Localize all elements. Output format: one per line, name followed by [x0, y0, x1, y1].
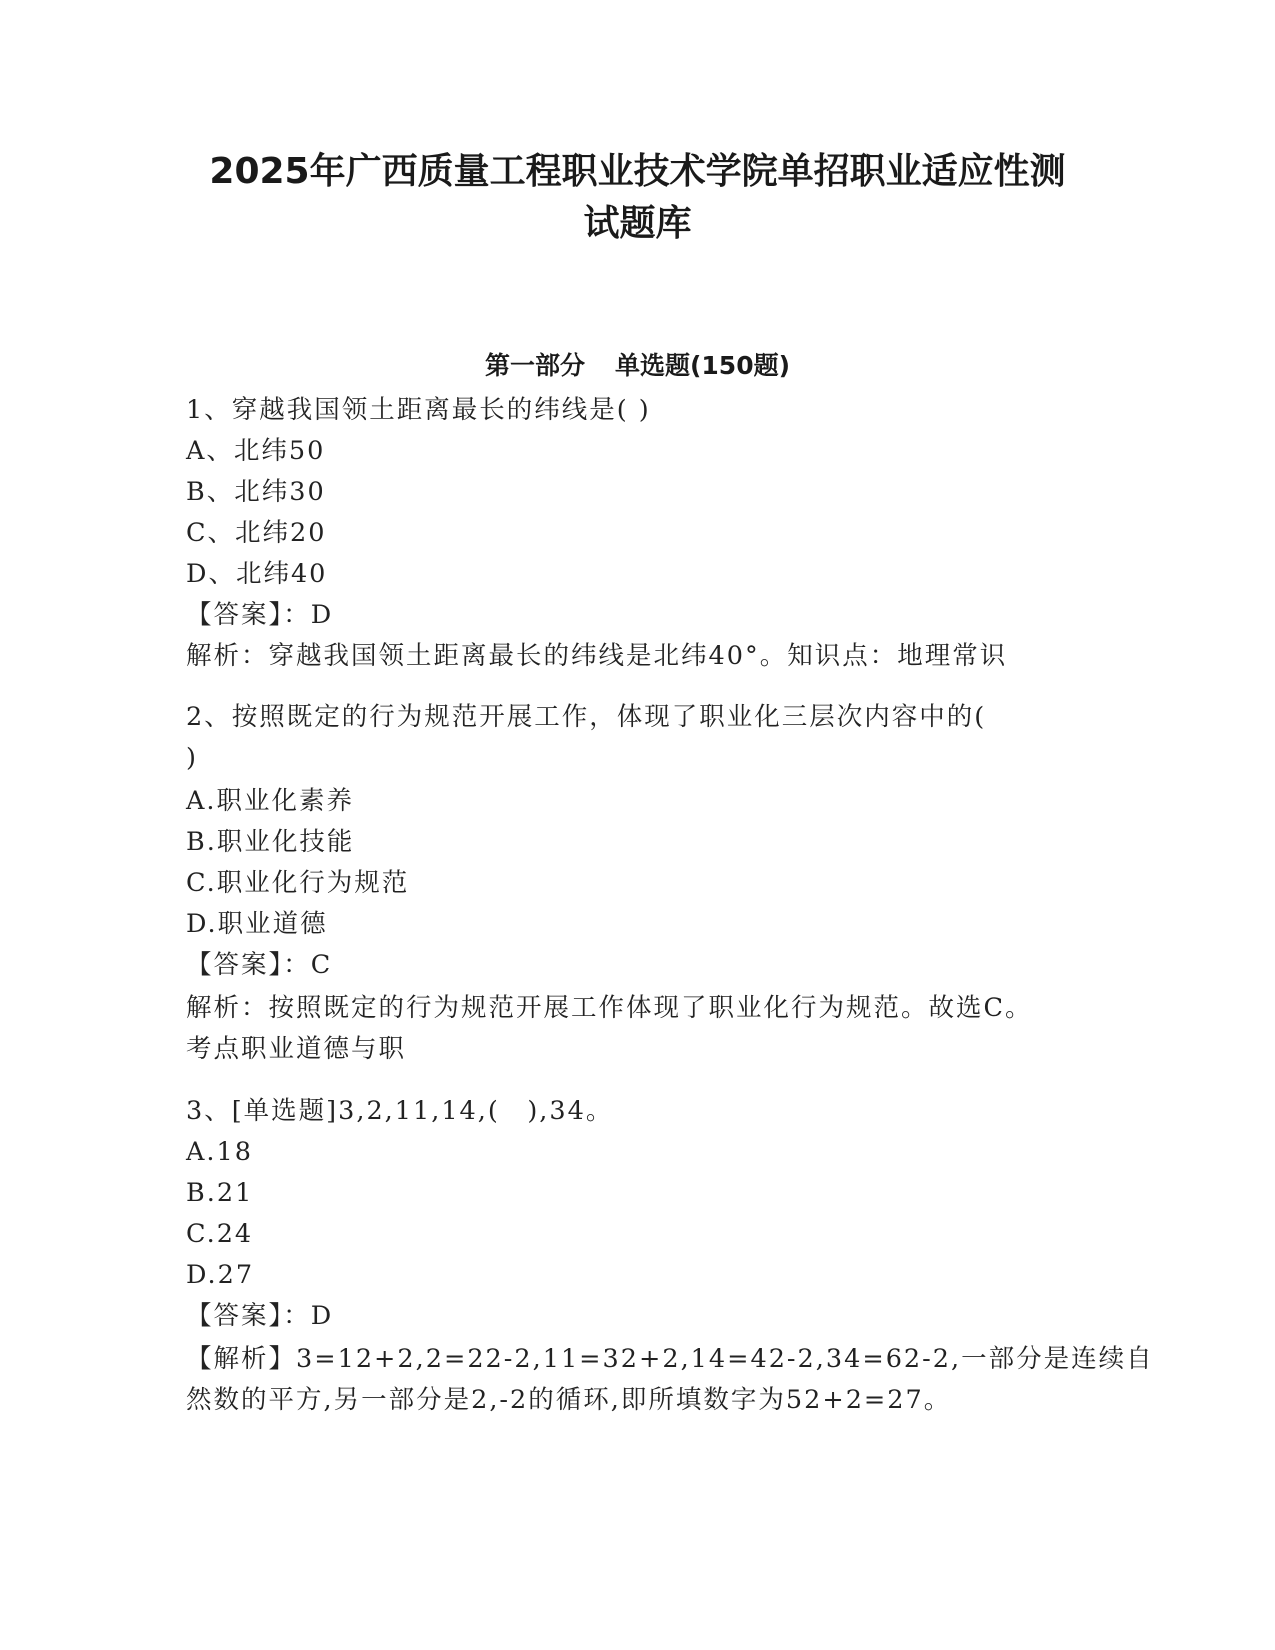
- question-2-option-b: B.职业化技能: [186, 827, 355, 857]
- section-heading: [150, 348, 1125, 384]
- question-2-explanation-continued: 考点职业道德与职: [186, 1034, 407, 1064]
- question-3-answer: 【答案】：D: [186, 1301, 334, 1331]
- title-line-1: 2025年广西质量工程职业技术学院单招职业适应性测: [209, 151, 1066, 192]
- question-2-explanation: 解析：按照既定的行为规范开展工作体现了职业化行为规范。故选C。: [186, 993, 1033, 1023]
- question-1-explanation: 解析：穿越我国领土距离最长的纬线是北纬40°。知识点：地理常识: [186, 641, 1008, 671]
- question-3-explanation: 【解析】3=12+2,2=22-2,11=32+2,14=42-2,34=62-2,一部分是连续自: [186, 1344, 1154, 1374]
- section-name: 单选题(150题): [614, 351, 791, 380]
- question-3-option-d: D.27: [186, 1260, 255, 1290]
- question-2-option-d: D.职业道德: [186, 909, 328, 939]
- document-title: [150, 146, 1125, 250]
- question-1-stem: 1、穿越我国领土距离最长的纬线是( ): [186, 395, 651, 425]
- question-2-option-c: C.职业化行为规范: [186, 868, 410, 898]
- question-1-option-d: D、北纬40: [186, 559, 328, 589]
- section-part: 第一部分: [484, 351, 585, 380]
- question-3-stem: 3、[单选题]3,2,11,14,( ),34。: [186, 1096, 614, 1126]
- question-3-option-a: A.18: [186, 1137, 253, 1167]
- question-2-answer: 【答案】：C: [186, 950, 333, 980]
- question-3-option-c: C.24: [186, 1219, 254, 1249]
- question-2-stem-continued: ): [186, 743, 198, 773]
- question-2-option-a: A.职业化素养: [186, 786, 355, 816]
- question-3-explanation-continued: 然数的平方,另一部分是2,-2的循环,即所填数字为52+2=27。: [186, 1385, 952, 1415]
- question-1-option-b: B、北纬30: [186, 477, 326, 507]
- question-1-answer: 【答案】：D: [186, 600, 334, 630]
- question-1-option-a: A、北纬50: [186, 436, 326, 466]
- question-2-stem: 2、按照既定的行为规范开展工作，体现了职业化三层次内容中的(: [186, 702, 987, 732]
- question-3-option-b: B.21: [186, 1178, 254, 1208]
- title-line-2: 试题库: [583, 203, 692, 244]
- question-1-option-c: C、北纬20: [186, 518, 327, 548]
